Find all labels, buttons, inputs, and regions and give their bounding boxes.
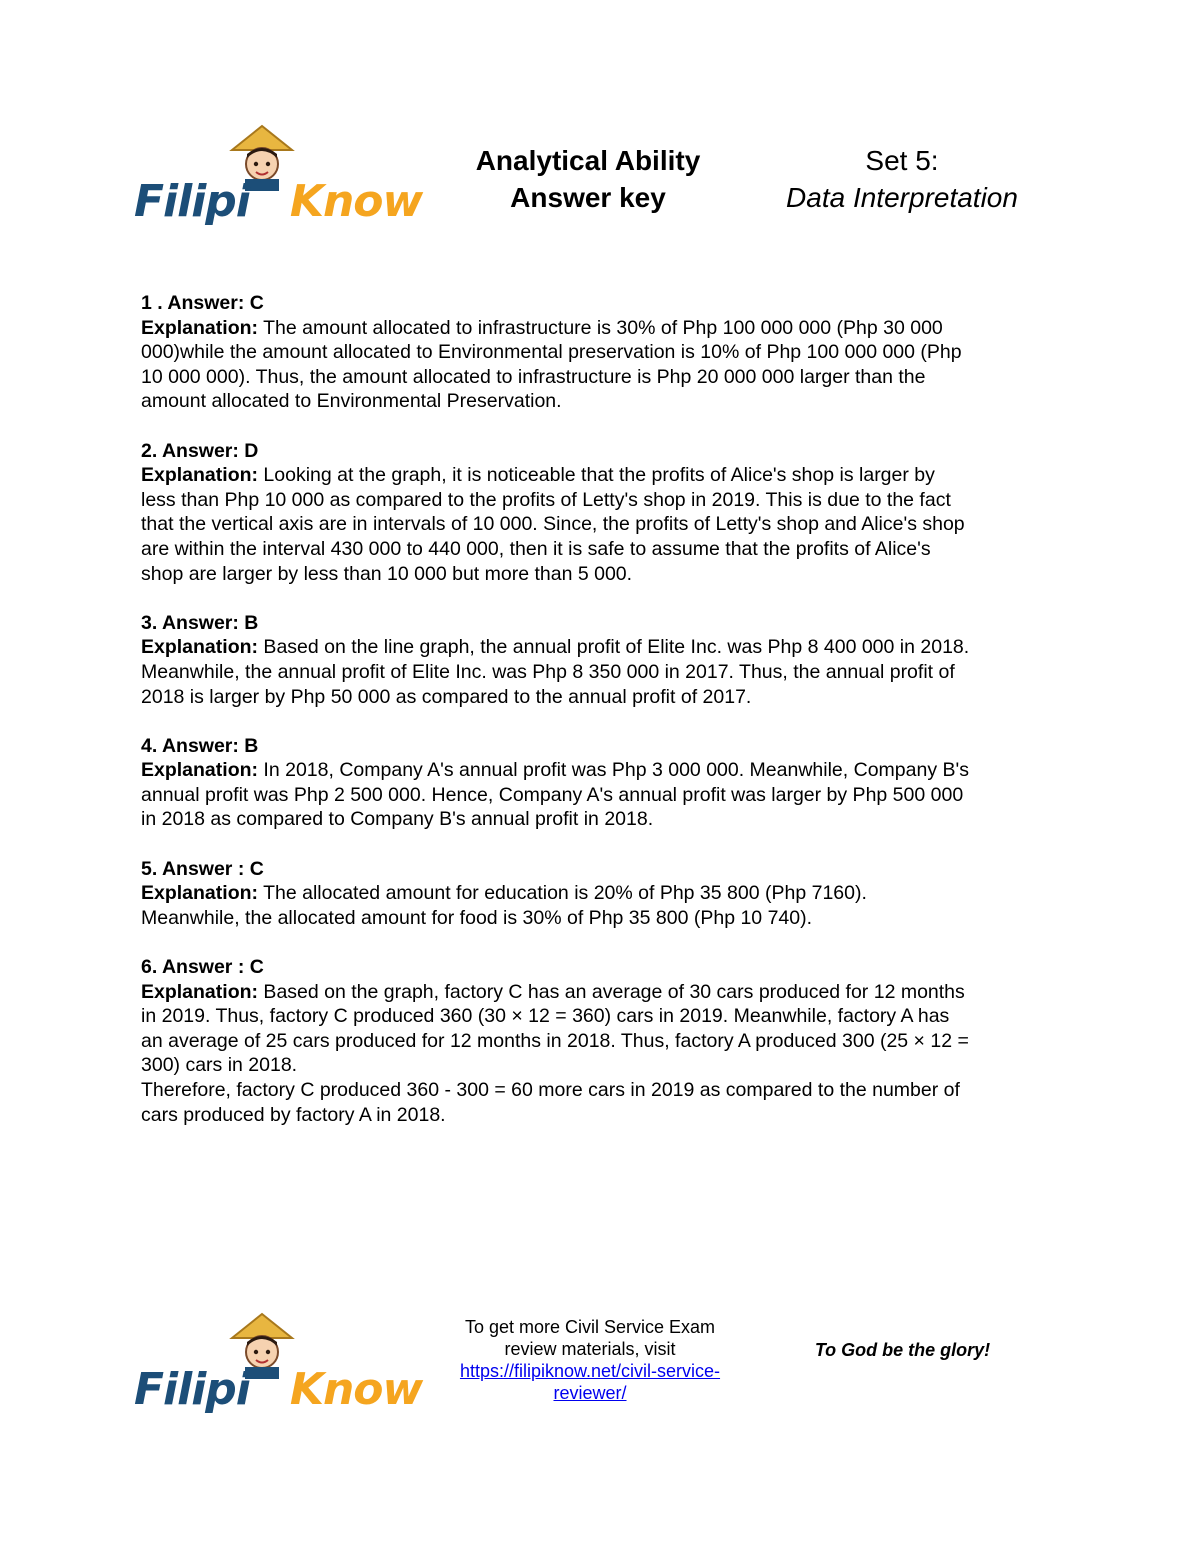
logo-text-left: Filipi <box>134 176 250 227</box>
title-line-2: Answer key <box>510 182 666 213</box>
explanation-line: an average of 25 cars produced for 12 months in 2018. Thus, factory A produced 300 (25 × 12 = <box>141 1029 969 1052</box>
explanation-line: Based on the line graph, the annual profit of Elite Inc. was Php 8 400 000 in 2018. <box>258 636 970 659</box>
reviewer-link[interactable] <box>460 1361 720 1403</box>
answer-heading: 5. Answer : C <box>141 857 264 880</box>
logo-wordmark <box>134 1364 423 1415</box>
explanation-label: Explanation: <box>141 316 259 339</box>
set-heading <box>760 142 1044 216</box>
explanation-line: amount allocated to Environmental Preservation. <box>141 390 562 413</box>
explanation-label: Explanation: <box>141 882 259 905</box>
logo-wordmark <box>134 176 423 227</box>
explanation-line: in 2018 as compared to Company B's annual profit in 2018. <box>141 808 654 831</box>
explanation-line: Looking at the graph, it is noticeable that the profits of Alice's shop is larger by <box>258 464 935 487</box>
title-line-1: Analytical Ability <box>475 145 701 176</box>
footer-line-2: review materials, visit <box>504 1339 676 1359</box>
explanation-label: Explanation: <box>141 759 259 782</box>
explanation-line: 10 000 000). Thus, the amount allocated to infrastructure is Php 20 000 000 larger than the <box>141 365 926 388</box>
explanation-line: cars produced by factory A in 2018. <box>141 1103 446 1126</box>
set-subject: Data Interpretation <box>786 182 1018 213</box>
footer-filipiknow-logo <box>134 1312 423 1415</box>
reviewer-link-line-2[interactable]: reviewer/ <box>553 1383 627 1403</box>
answer-item <box>141 734 1061 832</box>
explanation-line: annual profit was Php 2 500 000. Hence, Company A's annual profit was larger by Php 500 000 <box>141 783 964 806</box>
set-label: Set 5: <box>865 145 939 176</box>
filipiknow-logo <box>134 124 423 227</box>
answer-item <box>141 439 1061 587</box>
explanation <box>141 463 1061 586</box>
explanation <box>141 980 1061 1128</box>
answer-heading: 6. Answer : C <box>141 956 264 979</box>
explanation-line: In 2018, Company A's annual profit was Php 3 000 000. Meanwhile, Company B's <box>258 759 969 782</box>
document-title <box>440 142 736 216</box>
explanation-label: Explanation: <box>141 980 259 1003</box>
explanation-line: The allocated amount for education is 20% of Php 35 800 (Php 7160). <box>258 882 867 905</box>
reviewer-link-line-1[interactable]: https://filipiknow.net/civil-service- <box>459 1361 721 1381</box>
explanation-line: are within the interval 430 000 to 440 000, then it is safe to assume that the profits of Alice's <box>141 537 931 560</box>
answer-heading: 2. Answer: D <box>141 439 259 462</box>
explanation-line: Meanwhile, the annual profit of Elite Inc. was Php 8 350 000 in 2017. Thus, the annual profit of <box>141 660 955 683</box>
explanation <box>141 758 1061 832</box>
explanation <box>141 316 1061 414</box>
explanation <box>141 635 1061 709</box>
explanation-line: The amount allocated to infrastructure is 30% of Php 100 000 000 (Php 30 000 <box>258 316 943 339</box>
explanation-line: Therefore, factory C produced 360 - 300 = 60 more cars in 2019 as compared to the number of <box>141 1079 960 1101</box>
closing-motto: To God be the glory! <box>814 1340 991 1360</box>
explanation <box>141 881 1061 930</box>
explanation-label: Explanation: <box>141 464 259 487</box>
explanation-line: in 2019. Thus, factory C produced 360 (30 × 12 = 360) cars in 2019. Meanwhile, factory A has <box>141 1005 950 1028</box>
explanation-line: Meanwhile, the allocated amount for food is 30% of Php 35 800 (Php 10 740). <box>141 906 813 929</box>
footer-message <box>440 1316 740 1404</box>
answer-heading: 1 . Answer: C <box>141 292 264 314</box>
answer-heading: 3. Answer: B <box>141 611 259 634</box>
answer-heading: 4. Answer: B <box>141 734 259 757</box>
explanation-line: Based on the graph, factory C has an average of 30 cars produced for 12 months <box>258 980 965 1003</box>
answer-item <box>141 291 1061 414</box>
explanation-label: Explanation: <box>141 636 259 659</box>
logo-text-right: Know <box>289 176 423 227</box>
footer-line-1: To get more Civil Service Exam <box>464 1317 716 1337</box>
explanation-line: 000)while the amount allocated to Environmental preservation is 10% of Php 100 000 000 (Php <box>141 341 962 364</box>
explanation-line: shop are larger by less than 10 000 but more than 5 000. <box>141 562 633 585</box>
answer-item <box>141 611 1061 709</box>
explanation-line: that the vertical axis are in intervals of 10 000. Since, the profits of Letty's shop and Alice's shop <box>141 513 965 536</box>
answer-item <box>141 857 1061 931</box>
explanation-line: 300) cars in 2018. <box>141 1054 298 1077</box>
logo-text-left: Filipi <box>134 1364 250 1415</box>
explanation-line: less than Php 10 000 as compared to the profits of Letty's shop in 2019. This is due to the fact <box>141 488 951 511</box>
answer-item <box>141 955 1061 1127</box>
explanation-line: 2018 is larger by Php 50 000 as compared to the annual profit of 2017. <box>141 685 752 708</box>
answer-list <box>141 291 1061 1152</box>
logo-text-right: Know <box>289 1364 423 1415</box>
